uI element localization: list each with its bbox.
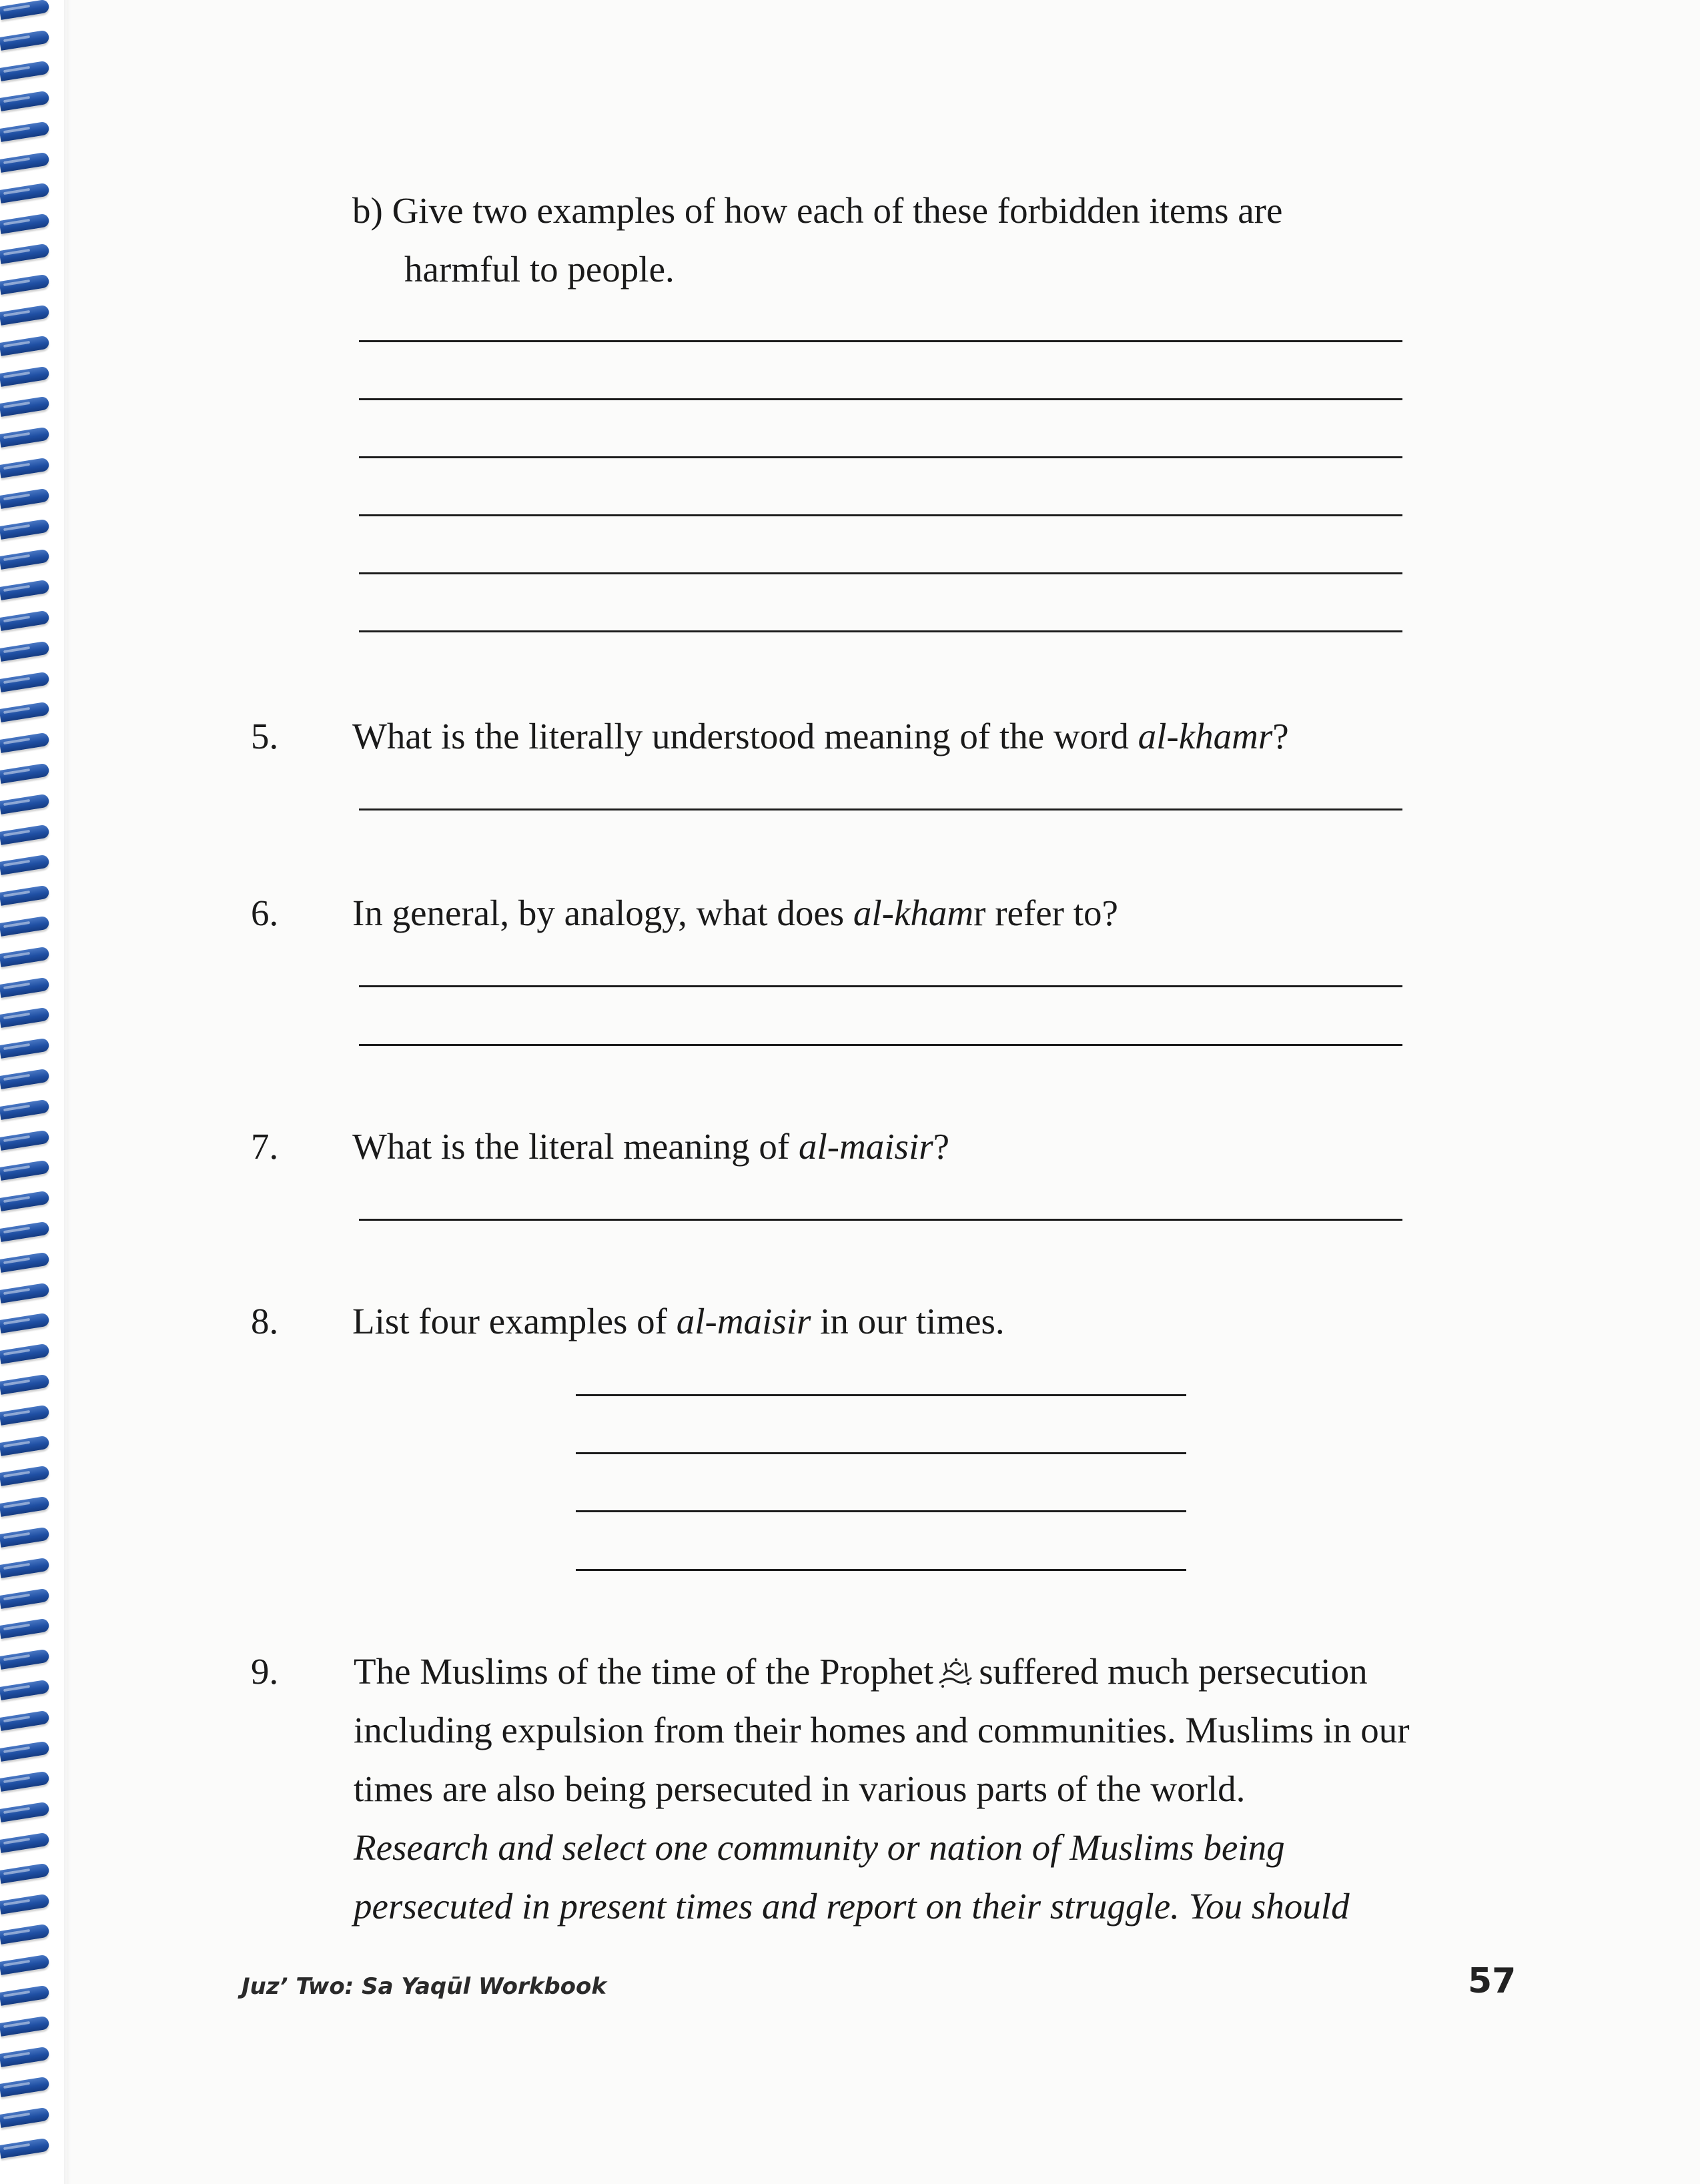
binding-coil (0, 91, 50, 111)
question-9-line-5: persecuted in present times and report on their struggle. You should (354, 1886, 1350, 1927)
question-6-text-start: In general, by analogy, what does (352, 893, 853, 933)
question-9-line-1-end: suffered much persecution (979, 1651, 1368, 1692)
page-edge-shadow (64, 0, 71, 2184)
binding-coil (0, 1191, 50, 1211)
binding-coil (0, 946, 50, 967)
question-6-term: al-kham (853, 893, 974, 933)
binding-coil (0, 977, 50, 997)
question-7-number: 7. (251, 1126, 279, 1167)
binding-coil (0, 671, 50, 692)
answer-line[interactable] (359, 1044, 1402, 1046)
question-9-line-2: including expulsion from their homes and communities. Muslims in our (354, 1710, 1410, 1750)
binding-coil (0, 458, 50, 478)
binding-coil (0, 1680, 50, 1700)
footer-book-title: Juz’ Two: Sa Yaqūl Workbook (242, 1973, 606, 2000)
answer-line[interactable] (359, 340, 1402, 342)
question-6-number: 6. (251, 893, 279, 933)
binding-coil (0, 1129, 50, 1150)
binding-coil (0, 824, 50, 845)
question-7-term: al-maisir (798, 1126, 933, 1167)
question-9-line-1-start: The Muslims of the time of the Prophet (354, 1651, 934, 1692)
binding-coil (0, 1985, 50, 2006)
question-4b-line-1: b) Give two examples of how each of these forbidden items are (352, 190, 1283, 231)
binding-coil (0, 1557, 50, 1578)
binding-coil (0, 610, 50, 631)
binding-coil (0, 1740, 50, 1761)
binding-coil (0, 1710, 50, 1730)
question-8-number: 8. (251, 1301, 279, 1341)
binding-coil (0, 793, 50, 814)
question-9-line-1 (354, 1642, 1368, 1701)
question-5-text-end: ? (1272, 716, 1289, 756)
question-6-text (352, 884, 1118, 943)
binding-coil (0, 1374, 50, 1395)
binding-coil (0, 580, 50, 600)
binding-coil (0, 1527, 50, 1548)
binding-coil (0, 121, 50, 142)
binding-coil (0, 152, 50, 173)
binding-coil (0, 1862, 50, 1883)
binding-coil (0, 1466, 50, 1486)
question-7-text-end: ? (933, 1126, 950, 1167)
binding-coil (0, 2107, 50, 2128)
binding-coil (0, 1496, 50, 1517)
binding-coil (0, 427, 50, 448)
answer-line[interactable] (359, 808, 1402, 810)
binding-coil (0, 1343, 50, 1364)
binding-coil (0, 763, 50, 784)
binding-coil (0, 29, 50, 50)
question-5-term: al-khamr (1138, 716, 1273, 756)
binding-coil (0, 1649, 50, 1670)
binding-coil (0, 1313, 50, 1333)
binding-coil (0, 549, 50, 570)
binding-coil (0, 885, 50, 906)
binding-coil (0, 1069, 50, 1089)
spiral-binding-icon (0, 0, 67, 2184)
question-7-text (352, 1117, 949, 1176)
binding-coil (0, 1618, 50, 1639)
answer-line[interactable] (359, 985, 1402, 987)
question-9-line-3: times are also being persecuted in various parts of the world. (354, 1768, 1246, 1809)
question-5-number: 5. (251, 716, 279, 756)
binding-coil (0, 1435, 50, 1456)
binding-coil (0, 1282, 50, 1303)
binding-coil (0, 274, 50, 295)
binding-coil (0, 1038, 50, 1059)
binding-coil (0, 1771, 50, 1792)
question-4b-line-2: harmful to people. (404, 249, 675, 290)
question-6-text-end: r refer to? (973, 893, 1118, 933)
answer-line[interactable] (359, 456, 1402, 458)
binding-coil (0, 0, 50, 20)
question-8-text-start: List four examples of (352, 1301, 677, 1341)
binding-coil (0, 1924, 50, 1945)
binding-coil (0, 1007, 50, 1028)
question-8-text-end: in our times. (811, 1301, 1005, 1341)
binding-coil (0, 243, 50, 264)
binding-coil (0, 518, 50, 539)
answer-line[interactable] (576, 1510, 1186, 1512)
binding-coil (0, 640, 50, 661)
binding-coil (0, 2046, 50, 2067)
answer-line[interactable] (576, 1569, 1186, 1571)
answer-line[interactable] (359, 1219, 1402, 1221)
question-5-text (352, 707, 1289, 766)
answer-line[interactable] (359, 514, 1402, 516)
binding-coil (0, 1802, 50, 1822)
question-8-text (352, 1292, 1005, 1351)
binding-coil (0, 488, 50, 508)
binding-coil (0, 60, 50, 81)
binding-coil (0, 2138, 50, 2159)
binding-coil (0, 1099, 50, 1119)
binding-coil (0, 702, 50, 722)
binding-coil (0, 2015, 50, 2036)
question-8-term: al-maisir (676, 1301, 811, 1341)
answer-line[interactable] (576, 1394, 1186, 1396)
binding-coil (0, 1832, 50, 1853)
question-9-line-4: Research and select one community or nation of Muslims being (354, 1827, 1285, 1868)
binding-coil (0, 916, 50, 937)
answer-line[interactable] (359, 572, 1402, 574)
answer-line[interactable] (359, 630, 1402, 632)
binding-coil (0, 305, 50, 326)
binding-coil (0, 855, 50, 875)
page-number: 57 (1468, 1961, 1517, 2001)
answer-line[interactable] (576, 1452, 1186, 1454)
binding-coil (0, 1588, 50, 1608)
binding-coil (0, 213, 50, 233)
binding-coil (0, 396, 50, 417)
binding-coil (0, 1160, 50, 1181)
binding-coil (0, 1251, 50, 1272)
binding-coil (0, 182, 50, 203)
binding-coil (0, 2077, 50, 2097)
question-7-text-start: What is the literal meaning of (352, 1126, 799, 1167)
binding-coil (0, 366, 50, 386)
question-9-number: 9. (251, 1651, 279, 1692)
binding-coil (0, 335, 50, 356)
binding-coil (0, 1955, 50, 1975)
prophet-honorific-calligraphy-icon (936, 1656, 975, 1688)
question-5-text-start: What is the literally understood meaning of the word (352, 716, 1138, 756)
binding-coil (0, 1221, 50, 1242)
binding-coil (0, 1893, 50, 1914)
binding-coil (0, 1404, 50, 1425)
binding-coil (0, 732, 50, 753)
answer-line[interactable] (359, 398, 1402, 400)
